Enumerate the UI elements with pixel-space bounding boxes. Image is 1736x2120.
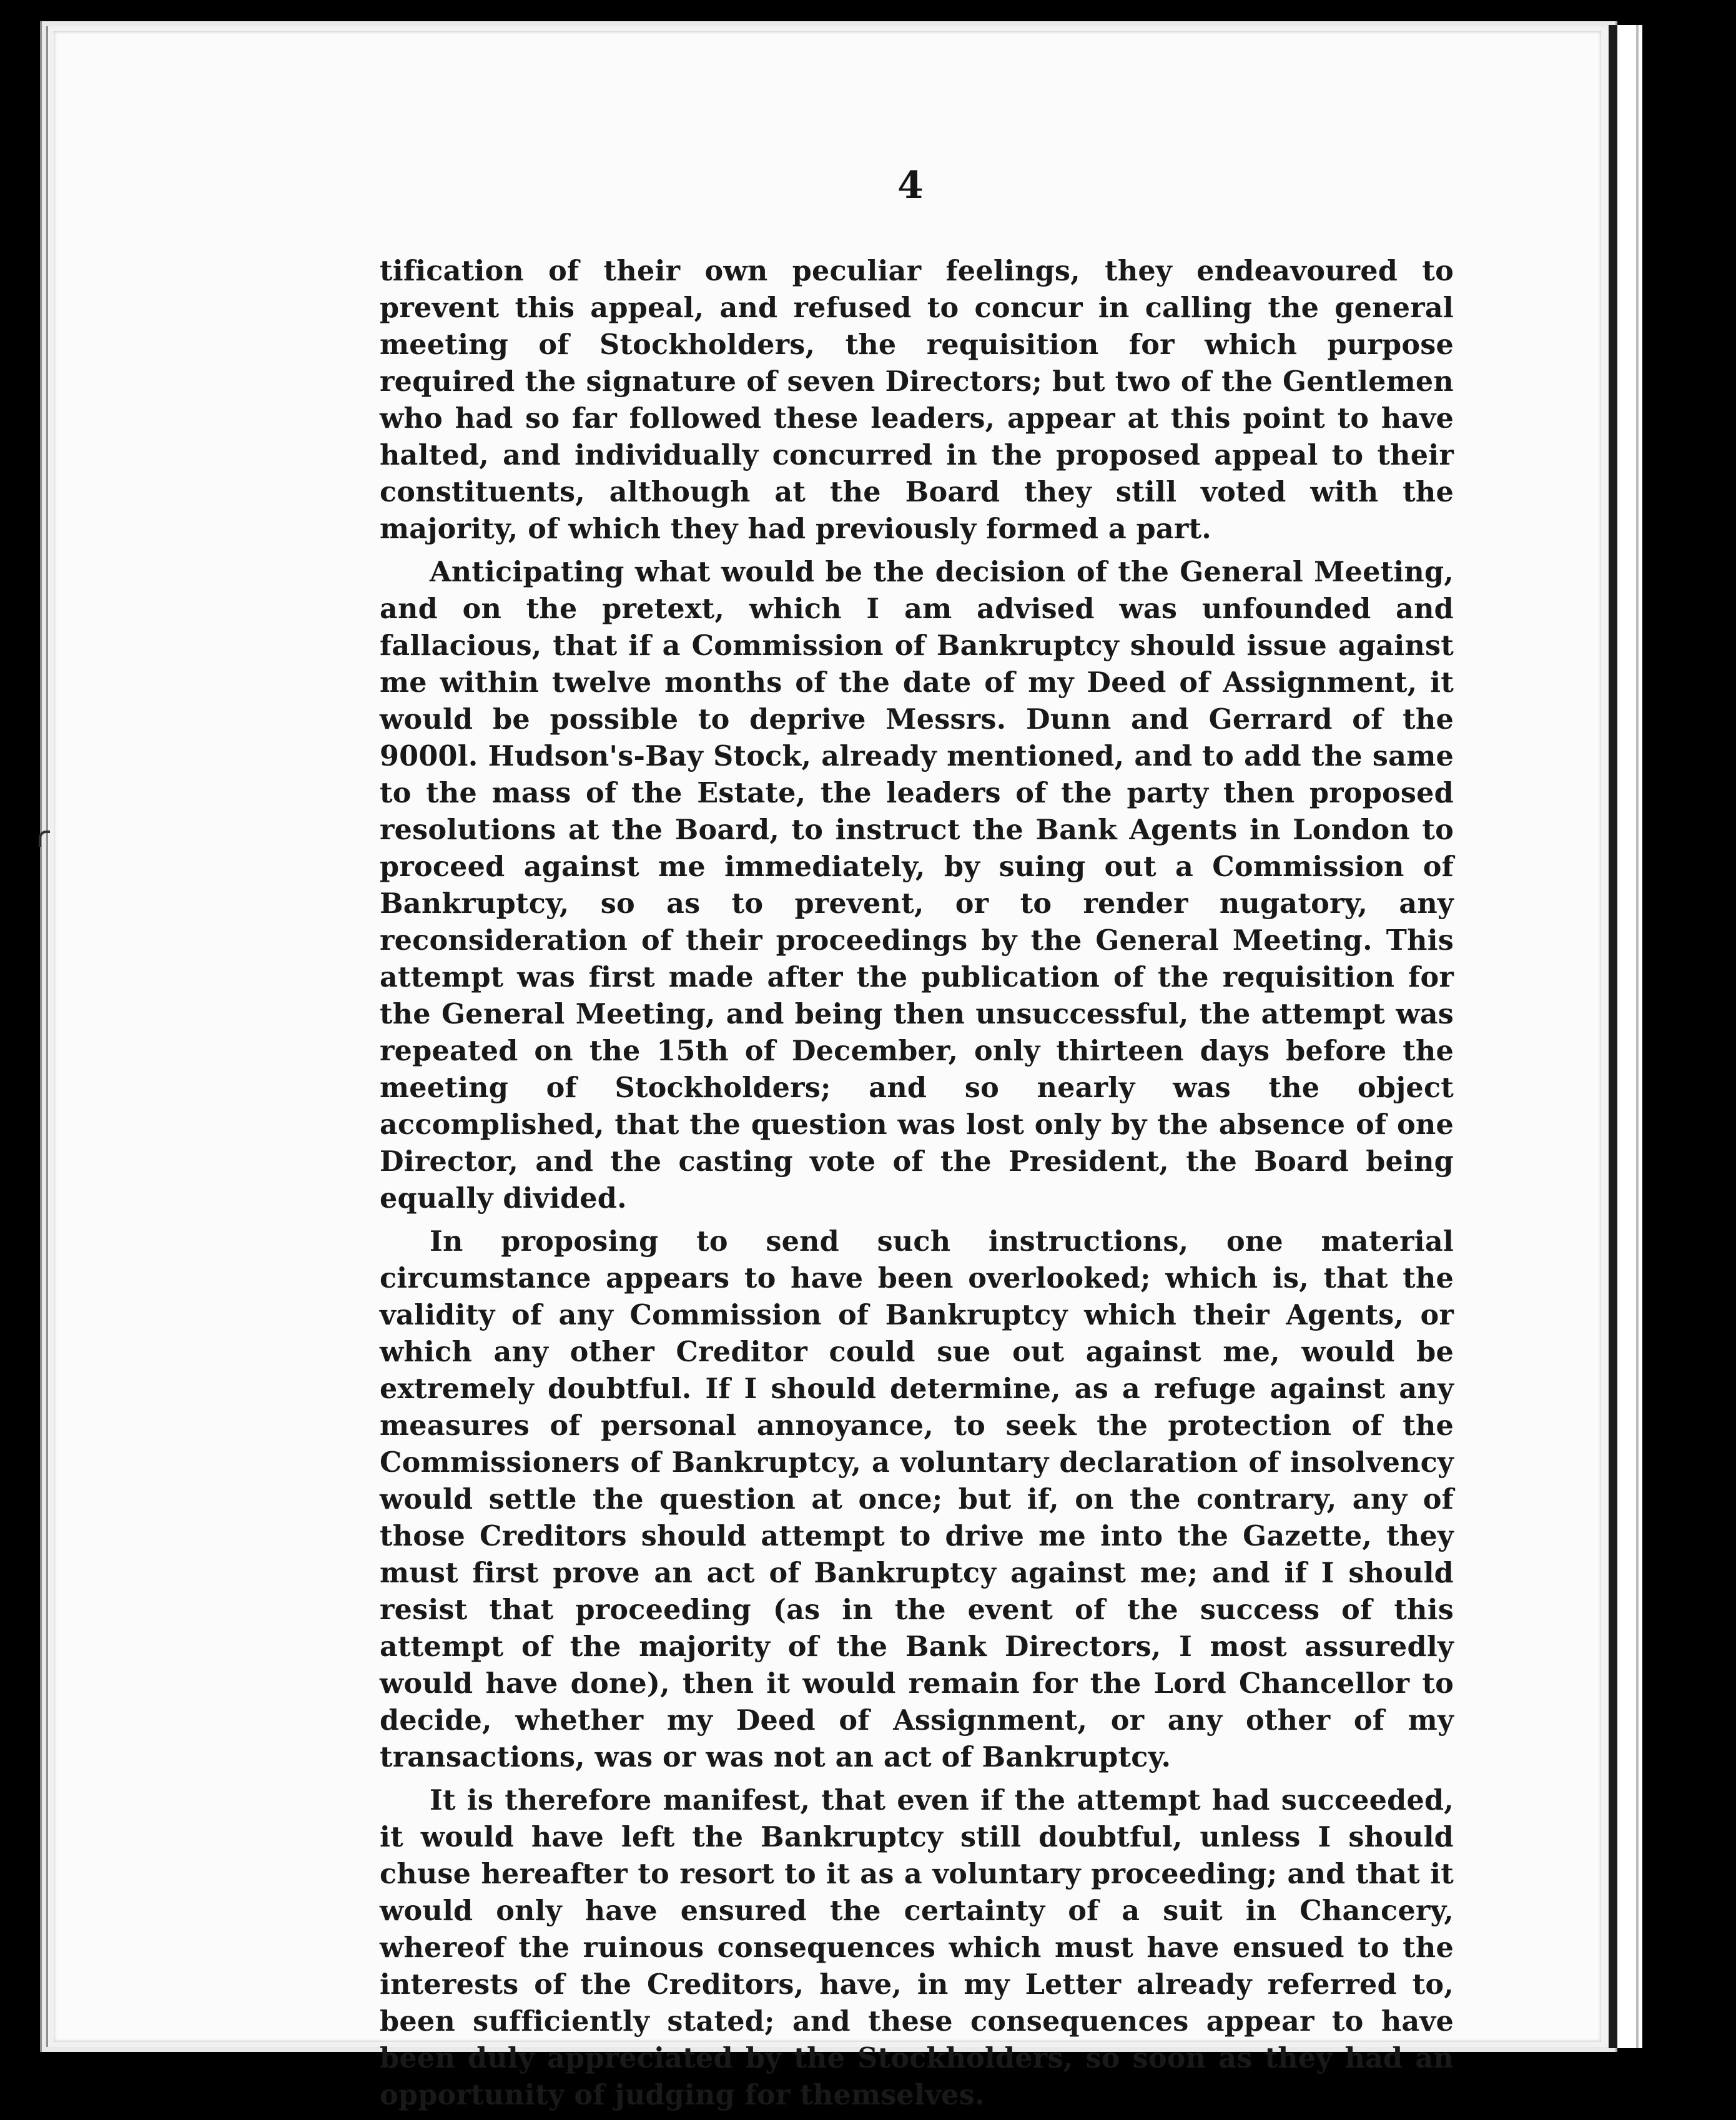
paragraph: It is therefore manifest, that even if the attempt had succeeded, it would have left the Bankruptcy still doubtful, unless I should chuse hereafter to resort to it as a voluntary proceeding; and that it would only have ensured the certainty of a suit in Chancery, whereof the ruinous consequences which must have ensued to the interests of the Creditors, have, in my Letter already referred to, been sufficiently stated; and these consequences appear to have been duly appreciated by the Stockholders, so soon as they had an opportunity of judging for themselves. — [380, 1784, 1454, 2111]
page-number: 4 — [897, 164, 924, 207]
margin-mark — [39, 831, 50, 847]
facing-page-edge — [1609, 25, 1642, 2048]
paragraph: Anticipating what would be the decision of the General Meeting, and on the pretext, which I am advised was unfounded and fallacious, that if a Commission of Bankruptcy should issue against me within twelve months of the date of my Deed of Assignment, it would be possible to deprive Messrs. Dunn and Gerrard of the 9000l. Hudson's-Bay Stock, already mentioned, and to add the same to the mass of the Estate, the leaders of the party then proposed resolutions at the Board, to instruct the Bank Agents in London to proceed against me immediately, by suing out a Commission of Bankruptcy, so as to prevent, or to render nugatory, any reconsideration of their proceedings by the General Meeting. This attempt was first made after the publication of the requisition for the General Meeting, and being then unsuccessful, the attempt was repeated on the 15th of December, only thirteen days before the meeting of Stockholders; and so nearly was the object accomplished, that the question was lost only by the absence of one Director, and the casting vote of the President, the Board being equally divided. — [380, 556, 1454, 1215]
body-text — [380, 253, 1454, 2120]
paragraph: tification of their own peculiar feelings, they endeavoured to prevent this appeal, and refused to concur in calling the general meeting of Stockholders, the requisition for which purpose required the signature of seven Directors; but two of the Gentlemen who had so far followed these leaders, appear at this point to have halted, and individually concurred in the proposed appeal to their constituents, although at the Board they still voted with the majority, of which they had previously formed a part. — [380, 255, 1454, 545]
paragraph: In proposing to send such instructions, one material circumstance appears to have been overlooked; which is, that the validity of any Commission of Bankruptcy which their Agents, or which any other Creditor could sue out against me, would be extremely doubtful. If I should determine, as a refuge against any measures of personal annoyance, to seek the protection of the Commissioners of Bankruptcy, a voluntary declaration of insolvency would settle the question at once; but if, on the contrary, any of those Creditors should attempt to drive me into the Gazette, they must first prove an act of Bankruptcy against me; and if I should resist that proceeding (as in the event of the success of this attempt of the majority of the Bank Directors, I most assuredly would have done), then it would remain for the Lord Chancellor to decide, whether my Deed of Assignment, or any other of my transactions, was or was not an act of Bankruptcy. — [380, 1225, 1454, 1773]
